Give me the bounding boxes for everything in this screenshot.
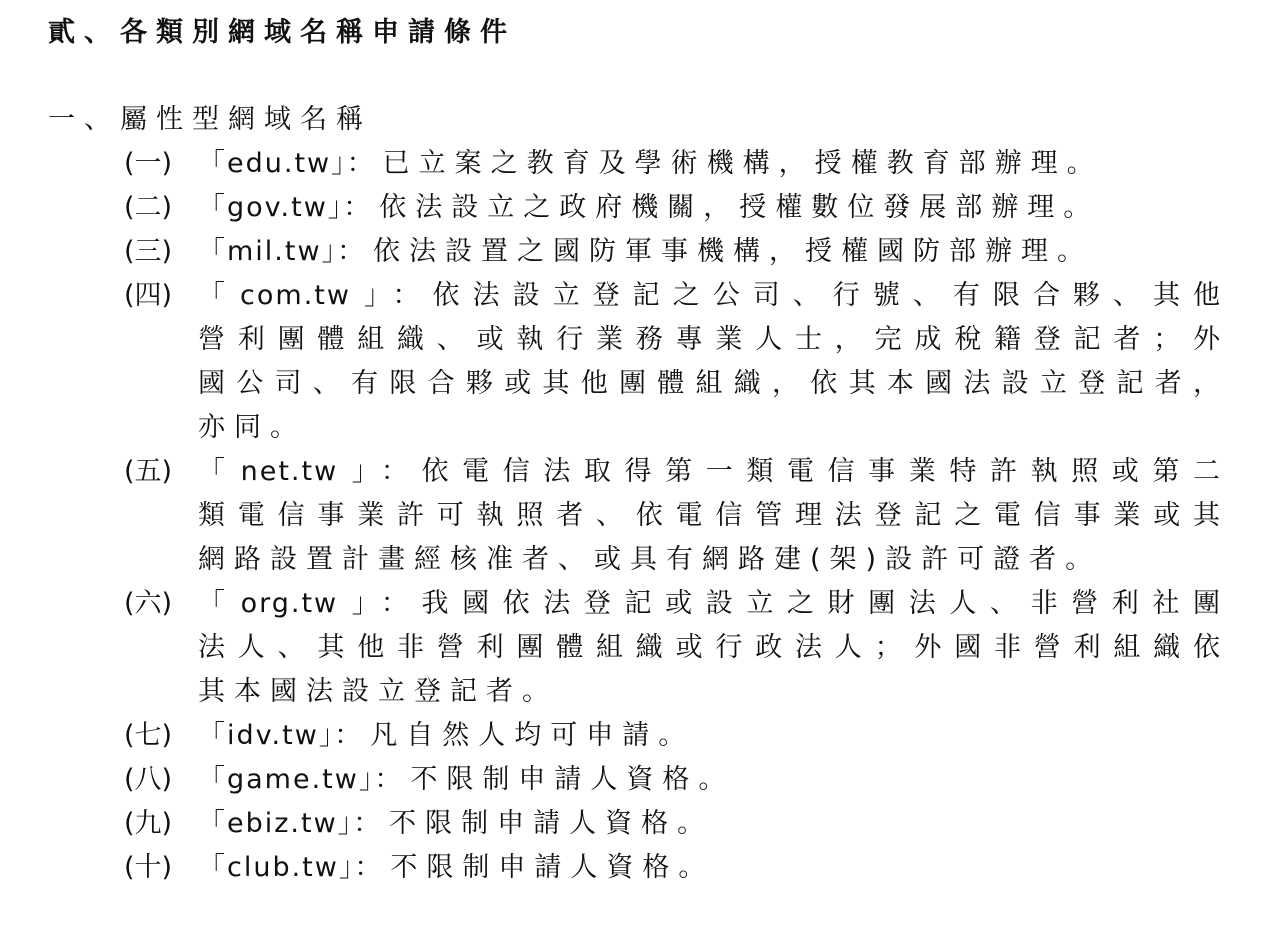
item-line-text: ：不限制申請人資格。 — [354, 852, 715, 883]
item-text — [198, 274, 1220, 450]
item-line-text: 網路設置計畫經核准者、或具有網路建(架)設許可證者。 — [198, 544, 1102, 575]
item-line-text: ：依法設立登記之公司、行號、有限合夥、其他 — [392, 280, 1220, 311]
item-text — [198, 450, 1220, 582]
list-item — [124, 802, 1224, 846]
item-line-text: 其本國法設立登記者。 — [198, 676, 558, 707]
domain-name: 「idv.tw」 — [198, 720, 335, 751]
item-line — [198, 274, 1220, 318]
list-item — [124, 274, 1224, 450]
item-line — [198, 406, 1220, 450]
section-heading: 貳、各類別網域名稱申請條件 — [48, 17, 516, 48]
item-line — [198, 494, 1220, 538]
domain-name: 「edu.tw」 — [198, 148, 347, 179]
item-line — [198, 802, 1220, 846]
item-line — [198, 846, 1220, 890]
list-item — [124, 450, 1224, 582]
item-number: (八) — [124, 764, 173, 795]
item-line — [198, 362, 1220, 406]
item-text — [198, 846, 1220, 890]
item-line — [198, 186, 1220, 230]
list-item — [124, 758, 1224, 802]
item-line — [198, 582, 1220, 626]
item-line-text: ：依電信法取得第一類電信事業特許執照或第二 — [380, 456, 1220, 487]
domain-category-list — [124, 142, 1224, 890]
list-item — [124, 142, 1224, 186]
item-number: (九) — [124, 808, 173, 839]
item-number: (二) — [124, 192, 173, 223]
item-line-text: ：依法設置之國防軍事機構，授權國防部辦理。 — [337, 236, 1094, 267]
item-line-text: ：已立案之教育及學術機構，授權教育部辦理。 — [346, 148, 1103, 179]
list-item — [124, 230, 1224, 274]
item-line-text: 法人、其他非營利團體組織或行政法人；外國非營利組織依 — [198, 632, 1220, 663]
domain-name: 「club.tw」 — [198, 852, 355, 883]
item-number: (六) — [124, 588, 173, 619]
item-line-text: 亦同。 — [198, 412, 306, 443]
item-number: (三) — [124, 236, 173, 267]
item-number: (四) — [124, 280, 173, 311]
item-line — [198, 318, 1220, 362]
item-line — [198, 714, 1220, 758]
domain-name: 「net.tw」 — [198, 456, 381, 487]
list-item — [124, 186, 1224, 230]
item-line — [198, 450, 1220, 494]
domain-name: 「com.tw」 — [198, 280, 393, 311]
item-text — [198, 714, 1220, 758]
domain-name: 「mil.tw」 — [198, 236, 338, 267]
domain-name: 「org.tw」 — [198, 588, 381, 619]
item-line-text: ：不限制申請人資格。 — [353, 808, 714, 839]
item-line — [198, 626, 1220, 670]
item-number: (五) — [124, 456, 173, 487]
domain-name: 「gov.tw」 — [198, 192, 344, 223]
item-number: (七) — [124, 720, 173, 751]
list-item — [124, 714, 1224, 758]
item-text — [198, 582, 1220, 714]
item-number: (十) — [124, 852, 173, 883]
item-line — [198, 538, 1220, 582]
list-item — [124, 582, 1224, 714]
item-line-text: ：凡自然人均可申請。 — [334, 720, 695, 751]
item-line-text: ：不限制申請人資格。 — [374, 764, 735, 795]
item-number: (一) — [124, 148, 173, 179]
item-text — [198, 802, 1220, 846]
item-line — [198, 230, 1220, 274]
item-text — [198, 230, 1220, 274]
item-line-text: ：我國依法登記或設立之財團法人、非營利社團 — [380, 588, 1220, 619]
item-line — [198, 142, 1220, 186]
domain-name: 「game.tw」 — [198, 764, 375, 795]
item-line — [198, 758, 1220, 802]
domain-name: 「ebiz.tw」 — [198, 808, 354, 839]
item-text — [198, 186, 1220, 230]
subsection-heading: 一、屬性型網域名稱 — [48, 104, 372, 135]
item-text — [198, 758, 1220, 802]
item-line-text: ：依法設立之政府機關，授權數位發展部辦理。 — [343, 192, 1100, 223]
item-line — [198, 670, 1220, 714]
list-item — [124, 846, 1224, 890]
item-line-text: 國公司、有限合夥或其他團體組織，依其本國法設立登記者， — [198, 368, 1220, 399]
item-line-text: 營利團體組織、或執行業務專業人士，完成稅籍登記者；外 — [198, 324, 1220, 355]
item-line-text: 類電信事業許可執照者、依電信管理法登記之電信事業或其 — [198, 500, 1220, 531]
item-text — [198, 142, 1220, 186]
